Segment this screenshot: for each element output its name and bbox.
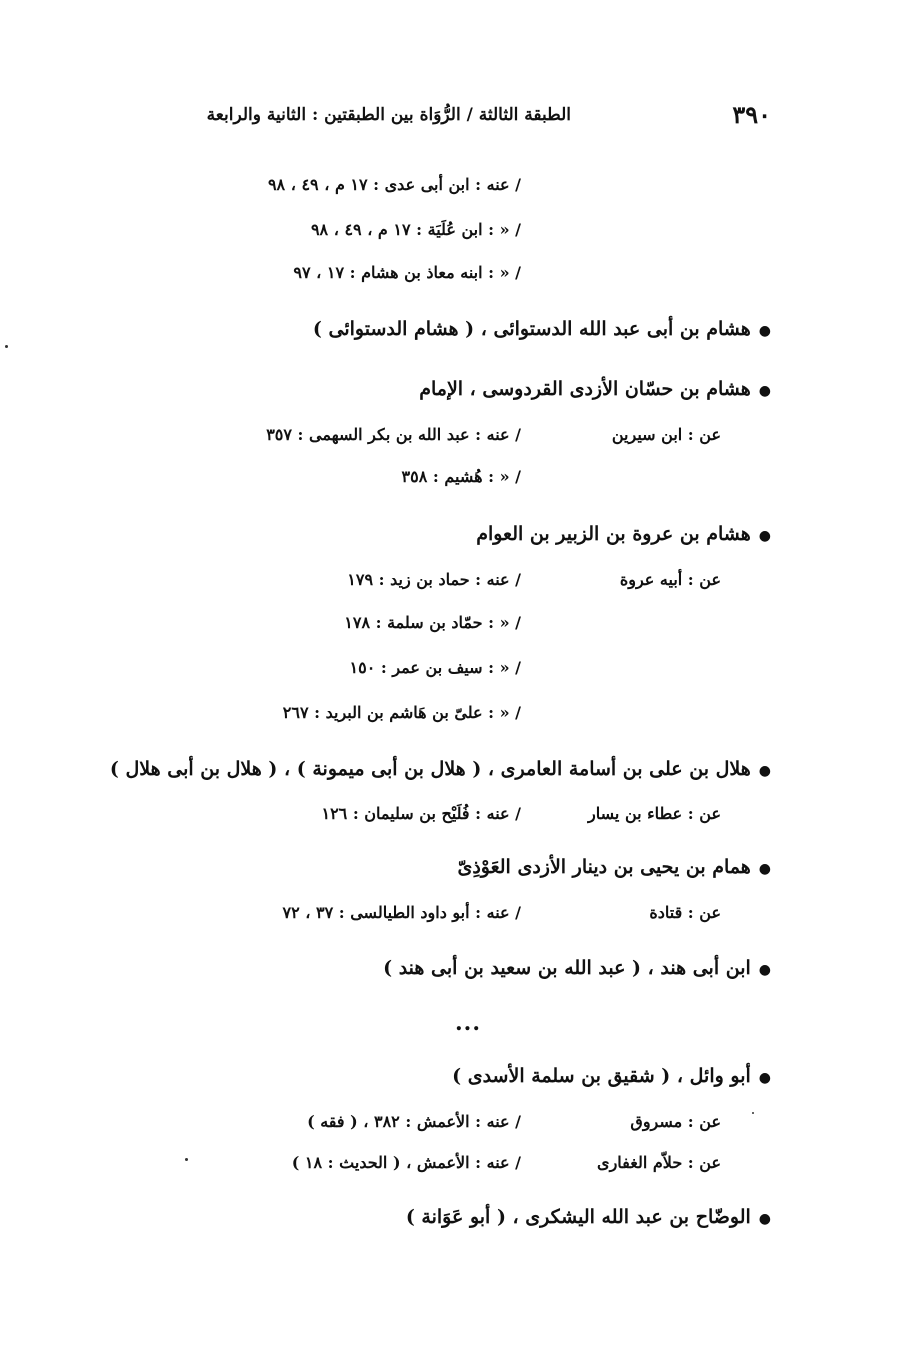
to-student: / عنه : عبد الله بن بكر السهمى : ٣٥٧ xyxy=(266,425,521,444)
from-teacher: عن : أبيه عروة xyxy=(619,570,721,589)
scan-speck xyxy=(5,345,8,348)
bullet-icon: ● xyxy=(758,528,771,544)
narrator-entry xyxy=(452,1065,771,1087)
from-teacher: عن : ابن سيرين xyxy=(611,425,721,444)
from-teacher: عن : عطاء بن يسار xyxy=(588,804,721,823)
to-student: / « : سيف بن عمر : ١٥٠ xyxy=(349,658,521,677)
narrator-line: / « : ابن عُلَيَة : ١٧ م ، ٤٩ ، ٩٨ xyxy=(310,220,521,239)
entry-name: هشام بن أبى عبد الله الدستوائى ، ( هشام الدستوائى ) xyxy=(312,318,751,340)
bullet-icon: ● xyxy=(758,962,771,978)
bullet-icon: ● xyxy=(758,763,771,779)
scan-speck xyxy=(752,1112,754,1114)
from-teacher: عن : قتادة xyxy=(649,903,721,922)
bullet-icon: ● xyxy=(758,861,771,877)
narrator-entry xyxy=(476,523,771,545)
narrator-entry xyxy=(419,378,771,400)
to-student: / عنه : الأعمش ، ( الحديث : ١٨ ) xyxy=(291,1153,521,1172)
narrator-entry xyxy=(457,856,771,878)
section-separator: ... xyxy=(455,1010,481,1036)
entry-name: هشام بن حسّان الأزدى القردوسى ، الإمام xyxy=(419,378,751,400)
narrator-entry xyxy=(406,1206,771,1228)
from-teacher: عن : مسروق xyxy=(630,1112,721,1131)
scan-speck xyxy=(185,1158,188,1161)
narrator-line: / عنه : ابن أبى عدى : ١٧ م ، ٤٩ ، ٩٨ xyxy=(267,175,521,194)
to-student: / « : حمّاد بن سلمة : ١٧٨ xyxy=(344,613,521,632)
narrator-entry xyxy=(110,758,771,780)
to-student: / عنه : فُلَيْح بن سليمان : ١٢٦ xyxy=(321,804,521,823)
entry-name: أبو وائل ، ( شقيق بن سلمة الأسدى ) xyxy=(452,1065,751,1087)
narrator-entry xyxy=(313,318,771,340)
to-student: / عنه : حماد بن زيد : ١٧٩ xyxy=(347,570,521,589)
page-number: ٣٩٠ xyxy=(732,100,771,129)
entry-name: هلال بن على بن أسامة العامرى ، ( هلال بن أبى ميمونة ) ، ( هلال بن أبى هلال ) xyxy=(109,758,751,780)
entry-name: ابن أبى هند ، ( عبد الله بن سعيد بن أبى هند ) xyxy=(383,957,751,979)
entry-name: همام بن يحيى بن دينار الأزدى العَوْذِىّ xyxy=(457,856,751,878)
bullet-icon: ● xyxy=(758,1211,771,1227)
running-title: الطبقة الثالثة / الرُّوَاة بين الطبقتين : الثانية والرابعة xyxy=(206,105,571,125)
to-student: / عنه : الأعمش : ٣٨٢ ، ( فقه ) xyxy=(307,1112,521,1131)
entry-name: هشام بن عروة بن الزبير بن العوام xyxy=(476,523,751,545)
to-student: / « : علىّ بن هَاشم بن البريد : ٢٦٧ xyxy=(282,703,521,722)
from-teacher: عن : حلاّم الغفارى xyxy=(597,1153,721,1172)
bullet-icon: ● xyxy=(758,383,771,399)
bullet-icon: ● xyxy=(758,1070,771,1086)
narrator-entry xyxy=(383,957,771,979)
to-student: / عنه : أبو داود الطيالسى : ٣٧ ، ٧٢ xyxy=(282,903,521,922)
narrator-line: / « : ابنه معاذ بن هشام : ١٧ ، ٩٧ xyxy=(293,263,521,282)
bullet-icon: ● xyxy=(758,323,771,339)
entry-name: الوضّاح بن عبد الله اليشكرى ، ( أبو عَوَانة ) xyxy=(405,1206,751,1228)
to-student: / « : هُشيم : ٣٥٨ xyxy=(401,467,521,486)
